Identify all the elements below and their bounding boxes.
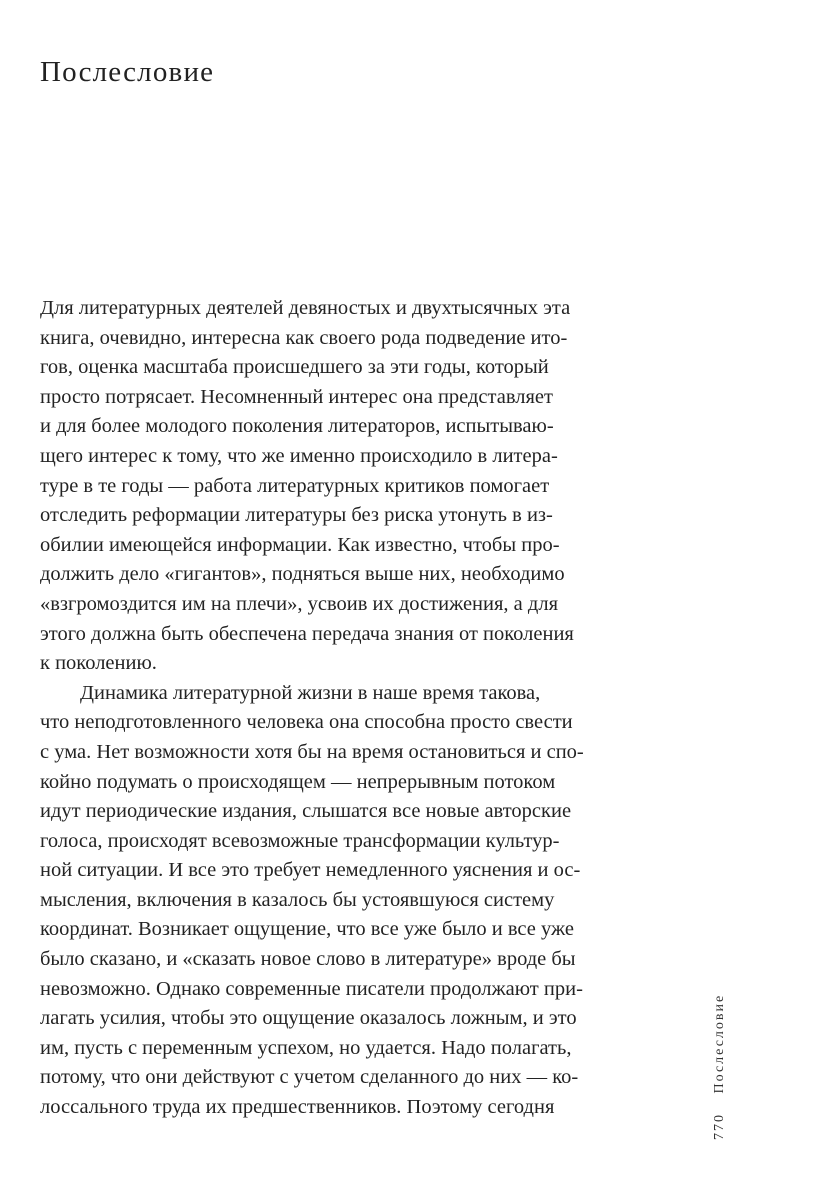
text-line: обилии имеющейся информации. Как известно, чтобы про- bbox=[40, 533, 560, 556]
text-line: невозможно. Однако современные писатели продолжают при- bbox=[40, 977, 583, 1000]
text-line-indented: Динамика литературной жизни в наше время такова, bbox=[80, 681, 541, 704]
text-line: было сказано, и «сказать новое слово в литературе» вроде бы bbox=[40, 948, 576, 971]
text-line: щего интерес к тому, что же именно происходило в литера- bbox=[40, 444, 558, 467]
text-line: ной ситуации. И все это требует немедленного уяснения и ос- bbox=[40, 859, 581, 882]
text-line: идут периодические издания, слышатся все новые авторские bbox=[40, 800, 572, 823]
body-text bbox=[40, 294, 680, 1123]
text-line: что неподготовленного человека она способна просто свести bbox=[40, 711, 573, 734]
text-line: потому, что они действуют с учетом сделанного до них — ко- bbox=[40, 1066, 579, 1089]
text-line: должить дело «гигантов», подняться выше них, необходимо bbox=[40, 563, 565, 586]
text-line: и для более молодого поколения литераторов, испытываю- bbox=[40, 415, 554, 438]
text-line: координат. Возникает ощущение, что все уже было и все уже bbox=[40, 918, 574, 941]
text-line: голоса, происходят всевозможные трансформации культур- bbox=[40, 829, 560, 852]
text-line: туре в те годы — работа литературных критиков помогает bbox=[40, 474, 550, 497]
text-line: к поколению. bbox=[40, 652, 157, 675]
paragraph-1 bbox=[40, 294, 680, 679]
text-line: этого должна быть обеспечена передача знания от поколения bbox=[40, 622, 574, 645]
text-line: с ума. Нет возможности хотя бы на время остановиться и спо- bbox=[40, 740, 584, 763]
text-line: лоссального труда их предшественников. Поэтому сегодня bbox=[40, 1096, 555, 1119]
text-line: просто потрясает. Несомненный интерес она представляет bbox=[40, 385, 553, 408]
text-line: книга, очевидно, интересна как своего рода подведение ито- bbox=[40, 326, 568, 349]
text-line: мысления, включения в казалось бы устоявшуюся систему bbox=[40, 888, 555, 911]
text-line: Для литературных деятелей девяностых и двухтысячных эта bbox=[40, 297, 571, 319]
page-number: 770 bbox=[712, 1113, 727, 1140]
text-line: койно подумать о происходящем — непрерывным потоком bbox=[40, 770, 556, 793]
text-line: лагать усилия, чтобы это ощущение оказалось ложным, и это bbox=[40, 1007, 577, 1030]
paragraph-2 bbox=[40, 679, 680, 1123]
text-line: им, пусть с переменным успехом, но удается. Надо полагать, bbox=[40, 1036, 572, 1059]
running-head bbox=[708, 994, 732, 1140]
text-line: отследить реформации литературы без риска утонуть в из- bbox=[40, 504, 553, 527]
page-title: Послесловие bbox=[40, 56, 215, 88]
text-line: «взгромоздится им на плечи», усвоив их достижения, а для bbox=[40, 592, 558, 615]
text-line: гов, оценка масштаба происшедшего за эти годы, который bbox=[40, 356, 549, 379]
running-head-section: Послесловие bbox=[712, 993, 727, 1094]
